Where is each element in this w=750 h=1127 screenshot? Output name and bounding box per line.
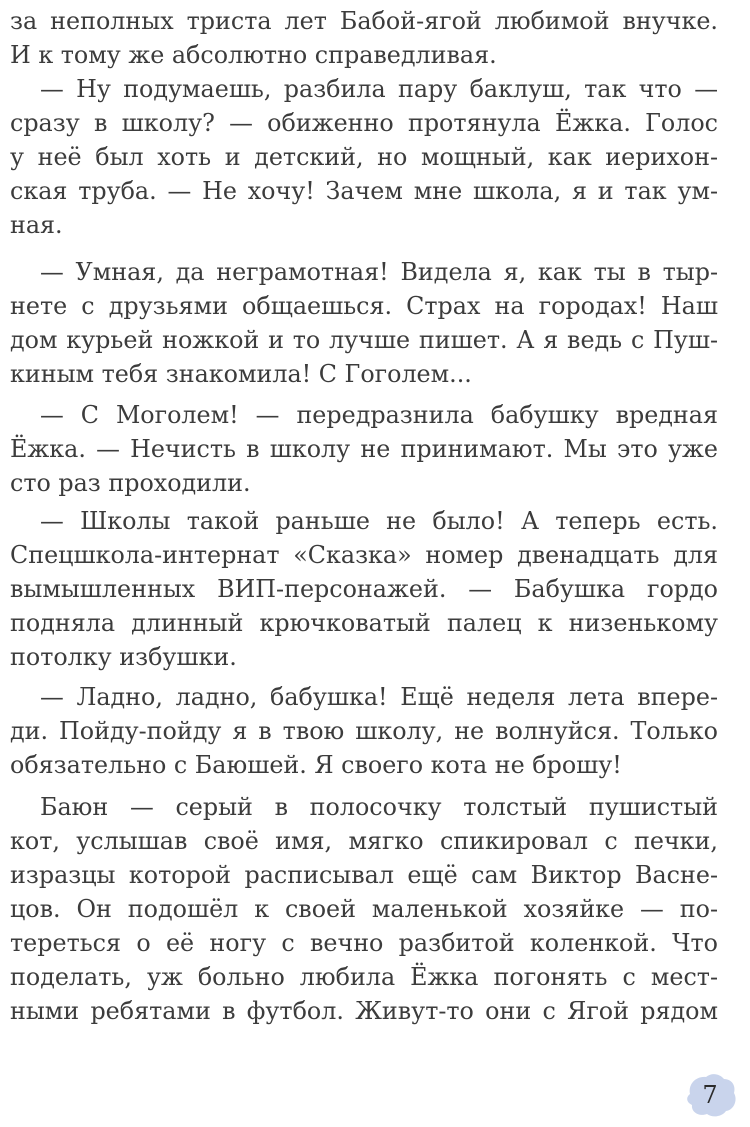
text-line: сто раз проходили. xyxy=(10,469,251,497)
text-line: — Умная, да неграмотная! Видела я, как ты в тыр- xyxy=(40,258,718,286)
text-line: изразцы которой расписывал ещё сам Виктор Васне- xyxy=(10,861,718,889)
text-line: И к тому же абсолютно справедливая. xyxy=(10,41,497,69)
text-line: — Школы такой раньше не было! А теперь есть. xyxy=(40,507,718,535)
text-line: ди. Пойду-пойду я в твою школу, не волнуйся. Только xyxy=(10,717,718,745)
text-line: тереться о её ногу с вечно разбитой коленкой. Что xyxy=(10,929,718,957)
text-line: обязательно с Баюшей. Я своего кота не брошу! xyxy=(10,751,622,779)
page-number-text: 7 xyxy=(702,1081,718,1109)
text-line: поделать, уж больно любила Ёжка погонять с мест- xyxy=(10,963,718,991)
page-number xyxy=(682,1070,738,1120)
text-line: дом курьей ножкой и то лучше пишет. А я ведь с Пуш- xyxy=(10,326,718,354)
text-line: ская труба. — Не хочу! Зачем мне школа, я и так ум- xyxy=(10,177,718,205)
text-line: — Ладно, ладно, бабушка! Ещё неделя лета впере- xyxy=(40,683,718,711)
text-line: Спецшкола-интернат «Сказка» номер двенадцать для xyxy=(10,541,718,569)
text-line: вымышленных ВИП-персонажей. — Бабушка гордо xyxy=(10,575,718,603)
text-line: кот, услышав своё имя, мягко спикировал с печки, xyxy=(10,827,718,855)
text-line: у неё был хоть и детский, но мощный, как иерихон- xyxy=(10,143,718,171)
text-line: Баюн — серый в полосочку толстый пушистый xyxy=(40,793,718,821)
text-line: Ёжка. — Нечисть в школу не принимают. Мы это уже xyxy=(10,435,718,463)
text-line: киным тебя знакомила! С Гоголем... xyxy=(10,360,472,388)
text-line: сразу в школу? — обиженно протянула Ёжка. Голос xyxy=(10,109,718,137)
text-line: ными ребятами в футбол. Живут-то они с Ягой рядом xyxy=(10,997,718,1025)
text-line: — Ну подумаешь, разбила пару баклуш, так что — xyxy=(40,75,718,103)
text-line: ная. xyxy=(10,211,63,239)
text-line: потолку избушки. xyxy=(10,643,237,671)
text-line: нете с друзьями общаешься. Страх на городах! Наш xyxy=(10,292,718,320)
text-line: подняла длинный крючковатый палец к низенькому xyxy=(10,609,718,637)
text-line: — С Моголем! — передразнила бабушку вредная xyxy=(40,401,718,429)
text-line: цов. Он подошёл к своей маленькой хозяйке — по- xyxy=(10,895,718,923)
text-line: за неполных триста лет Бабой-ягой любимой внучке. xyxy=(10,7,718,35)
